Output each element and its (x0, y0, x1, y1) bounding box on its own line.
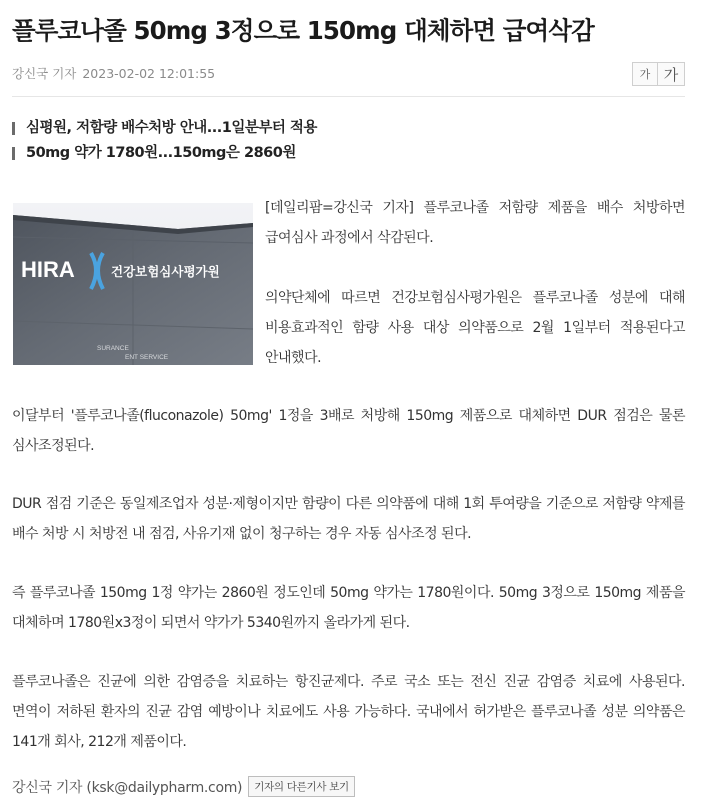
subtitle-text: 50mg 약가 1780원...150mg은 2860원 (26, 145, 296, 161)
article-datetime: 2023-02-02 12:01:55 (82, 66, 216, 81)
hira-logo-text: HIRA (21, 257, 75, 282)
font-increase-button[interactable]: 가 (657, 62, 685, 86)
subtitle-line (12, 142, 317, 167)
article-paragraph: 의약단체에 따르면 건강보험심사평가원은 플루코나졸 성분에 대해 비용효과적인 함량 사용 대상 의약품으로 2월 1일부터 적용된다고 안내했다. (265, 290, 685, 366)
subtitle-bar (12, 147, 15, 160)
subtitle-line (12, 117, 317, 142)
reporter-other-articles-button[interactable]: 기자의 다른기사 보기 (248, 776, 355, 797)
article-paragraph: [데일리팜=강신국 기자] 플루코나졸 저함량 제품을 배수 처방하면 급여심사 과정에서 삭감된다. (265, 200, 685, 246)
wall-text-2: ENT SERVICE (125, 354, 169, 361)
header-divider (12, 96, 685, 97)
hira-korean-sign: 건강보험심사평가원 (111, 264, 220, 279)
byline-text: 강신국 기자 (ksk@dailypharm.com) (12, 779, 243, 796)
wall-text-1: SURANCE (97, 345, 129, 352)
font-decrease-button[interactable]: 가 (632, 62, 658, 86)
article-photo (13, 203, 253, 365)
article-paragraph: DUR 점검 기준은 동일제조업자 성분·제형이지만 함량이 다른 의약품에 대해 1회 투여량을 기준으로 저함량 약제를 배수 처방 시 처방전 내 점검, 사유기재 없이 청구하는 경우 자동 심사조정 된다. (12, 496, 685, 542)
article-subtitles (12, 117, 317, 167)
article-paragraph: 즉 플루코나졸 150mg 1정 약가는 2860원 정도인데 50mg 약가는 1780원이다. 50mg 3정으로 150mg 제품을 대체하며 1780원x3정이 되면서 약가가 5340원까지 올라가게 된다. (12, 585, 685, 631)
hira-building-photo (13, 203, 253, 365)
subtitle-bar (12, 122, 15, 135)
article-headline: 플루코나졸 50mg 3정으로 150mg 대체하면 급여삭감 (12, 16, 594, 45)
article-byline (12, 776, 355, 797)
article-paragraph: 플루코나졸은 진균에 의한 감염증을 치료하는 항진균제다. 주로 국소 또는 전신 진균 감염증 치료에 사용된다. 면역이 저하된 환자의 진균 감염 예방이나 치료에도 사용 가능하다. 국내에서 허가받은 플루코나졸 성분 의약품은 141개 회사, 212개 제품이다. (12, 674, 685, 750)
article-paragraph: 이달부터 '플루코나졸(fluconazole) 50mg' 1정을 3배로 처방해 150mg 제품으로 대체하면 DUR 점검은 물론 심사조정된다. (12, 408, 685, 454)
reporter-name: 강신국 기자 (12, 66, 77, 81)
subtitle-text: 심평원, 저함량 배수처방 안내...1일분부터 적용 (26, 120, 317, 136)
article-meta (12, 64, 215, 82)
font-size-control (632, 62, 685, 86)
